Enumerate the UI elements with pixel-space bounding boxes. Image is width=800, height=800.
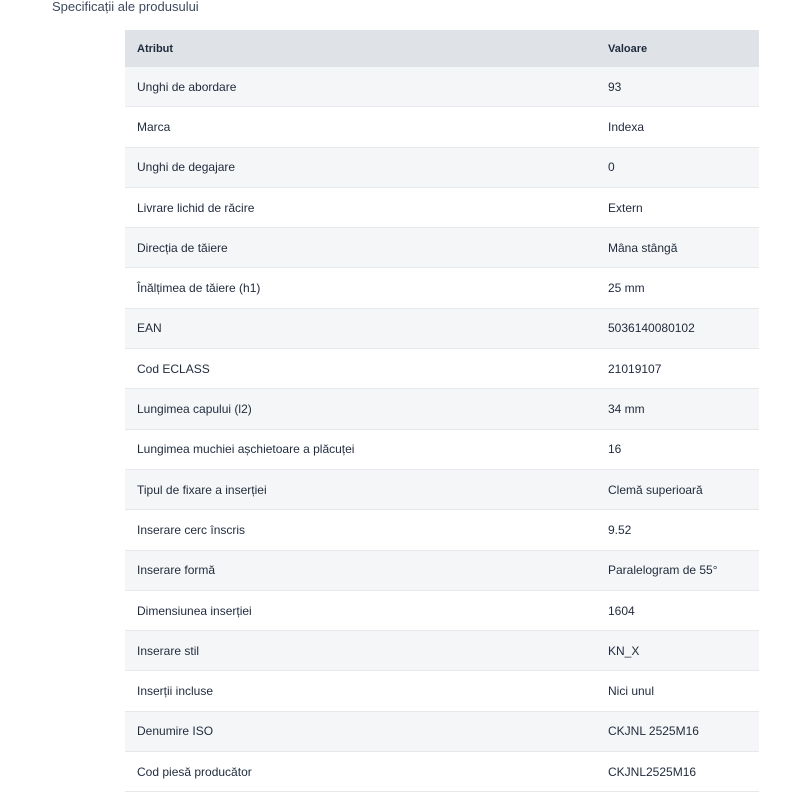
table-row: [125, 631, 759, 671]
row-value: Nici unul: [608, 684, 655, 699]
table-row: [125, 712, 759, 752]
row-value: 16: [608, 442, 622, 457]
row-attribute: Inserare formă: [137, 563, 216, 578]
row-attribute: Inserare stil: [137, 643, 200, 658]
row-attribute: Inserții incluse: [137, 684, 214, 699]
table-row: [125, 188, 759, 228]
row-attribute: Cod piesă producător: [137, 764, 252, 779]
row-attribute: Dimensiunea inserției: [137, 603, 252, 618]
row-value: KN_X: [608, 643, 640, 658]
table-row: [125, 752, 759, 792]
header-value: Valoare: [608, 42, 648, 55]
table-row: [125, 349, 759, 389]
row-value: CKJNL 2525M16: [608, 724, 699, 739]
row-value: CKJNL2525M16: [608, 764, 697, 779]
row-value: Extern: [608, 200, 643, 215]
row-attribute: Unghi de abordare: [137, 79, 237, 94]
row-value: 21019107: [608, 361, 662, 376]
row-value: Mâna stângă: [608, 240, 678, 255]
row-value: 0: [608, 160, 615, 175]
row-attribute: Denumire ISO: [137, 724, 214, 739]
row-value: Clemă superioară: [608, 482, 703, 497]
table-row: [125, 551, 759, 591]
row-attribute: EAN: [137, 321, 162, 336]
spec-table: [125, 30, 759, 792]
row-attribute: Unghi de degajare: [137, 160, 236, 175]
header-attribute: Atribut: [137, 42, 174, 55]
table-row: [125, 389, 759, 429]
table-row: [125, 510, 759, 550]
row-attribute: Lungimea capului (l2): [137, 402, 252, 417]
row-value: 34 mm: [608, 402, 645, 417]
row-attribute: Lungimea muchiei așchietoare a plăcuței: [137, 442, 355, 457]
table-row: [125, 309, 759, 349]
row-value: Paralelogram de 55°: [608, 563, 718, 578]
table-header: [125, 30, 759, 67]
table-row: [125, 107, 759, 147]
row-attribute: Tipul de fixare a inserției: [137, 482, 267, 497]
table-row: [125, 148, 759, 188]
row-attribute: Înălțimea de tăiere (h1): [137, 281, 261, 296]
row-value: 5036140080102: [608, 321, 695, 336]
table-row: [125, 228, 759, 268]
table-row: [125, 591, 759, 631]
table-row: [125, 470, 759, 510]
table-row: [125, 268, 759, 308]
row-attribute: Livrare lichid de răcire: [137, 200, 255, 215]
row-value: Indexa: [608, 119, 645, 134]
row-value: 93: [608, 79, 622, 94]
row-value: 1604: [608, 603, 635, 618]
table-row: [125, 671, 759, 711]
row-attribute: Inserare cerc înscris: [137, 522, 246, 537]
table-row: [125, 67, 759, 107]
row-attribute: Marca: [137, 119, 171, 134]
row-value: 9.52: [608, 522, 632, 537]
table-row: [125, 430, 759, 470]
row-attribute: Direcția de tăiere: [137, 240, 228, 255]
row-attribute: Cod ECLASS: [137, 361, 210, 376]
section-title: Specificații ale produsului: [52, 0, 199, 14]
row-value: 25 mm: [608, 281, 645, 296]
